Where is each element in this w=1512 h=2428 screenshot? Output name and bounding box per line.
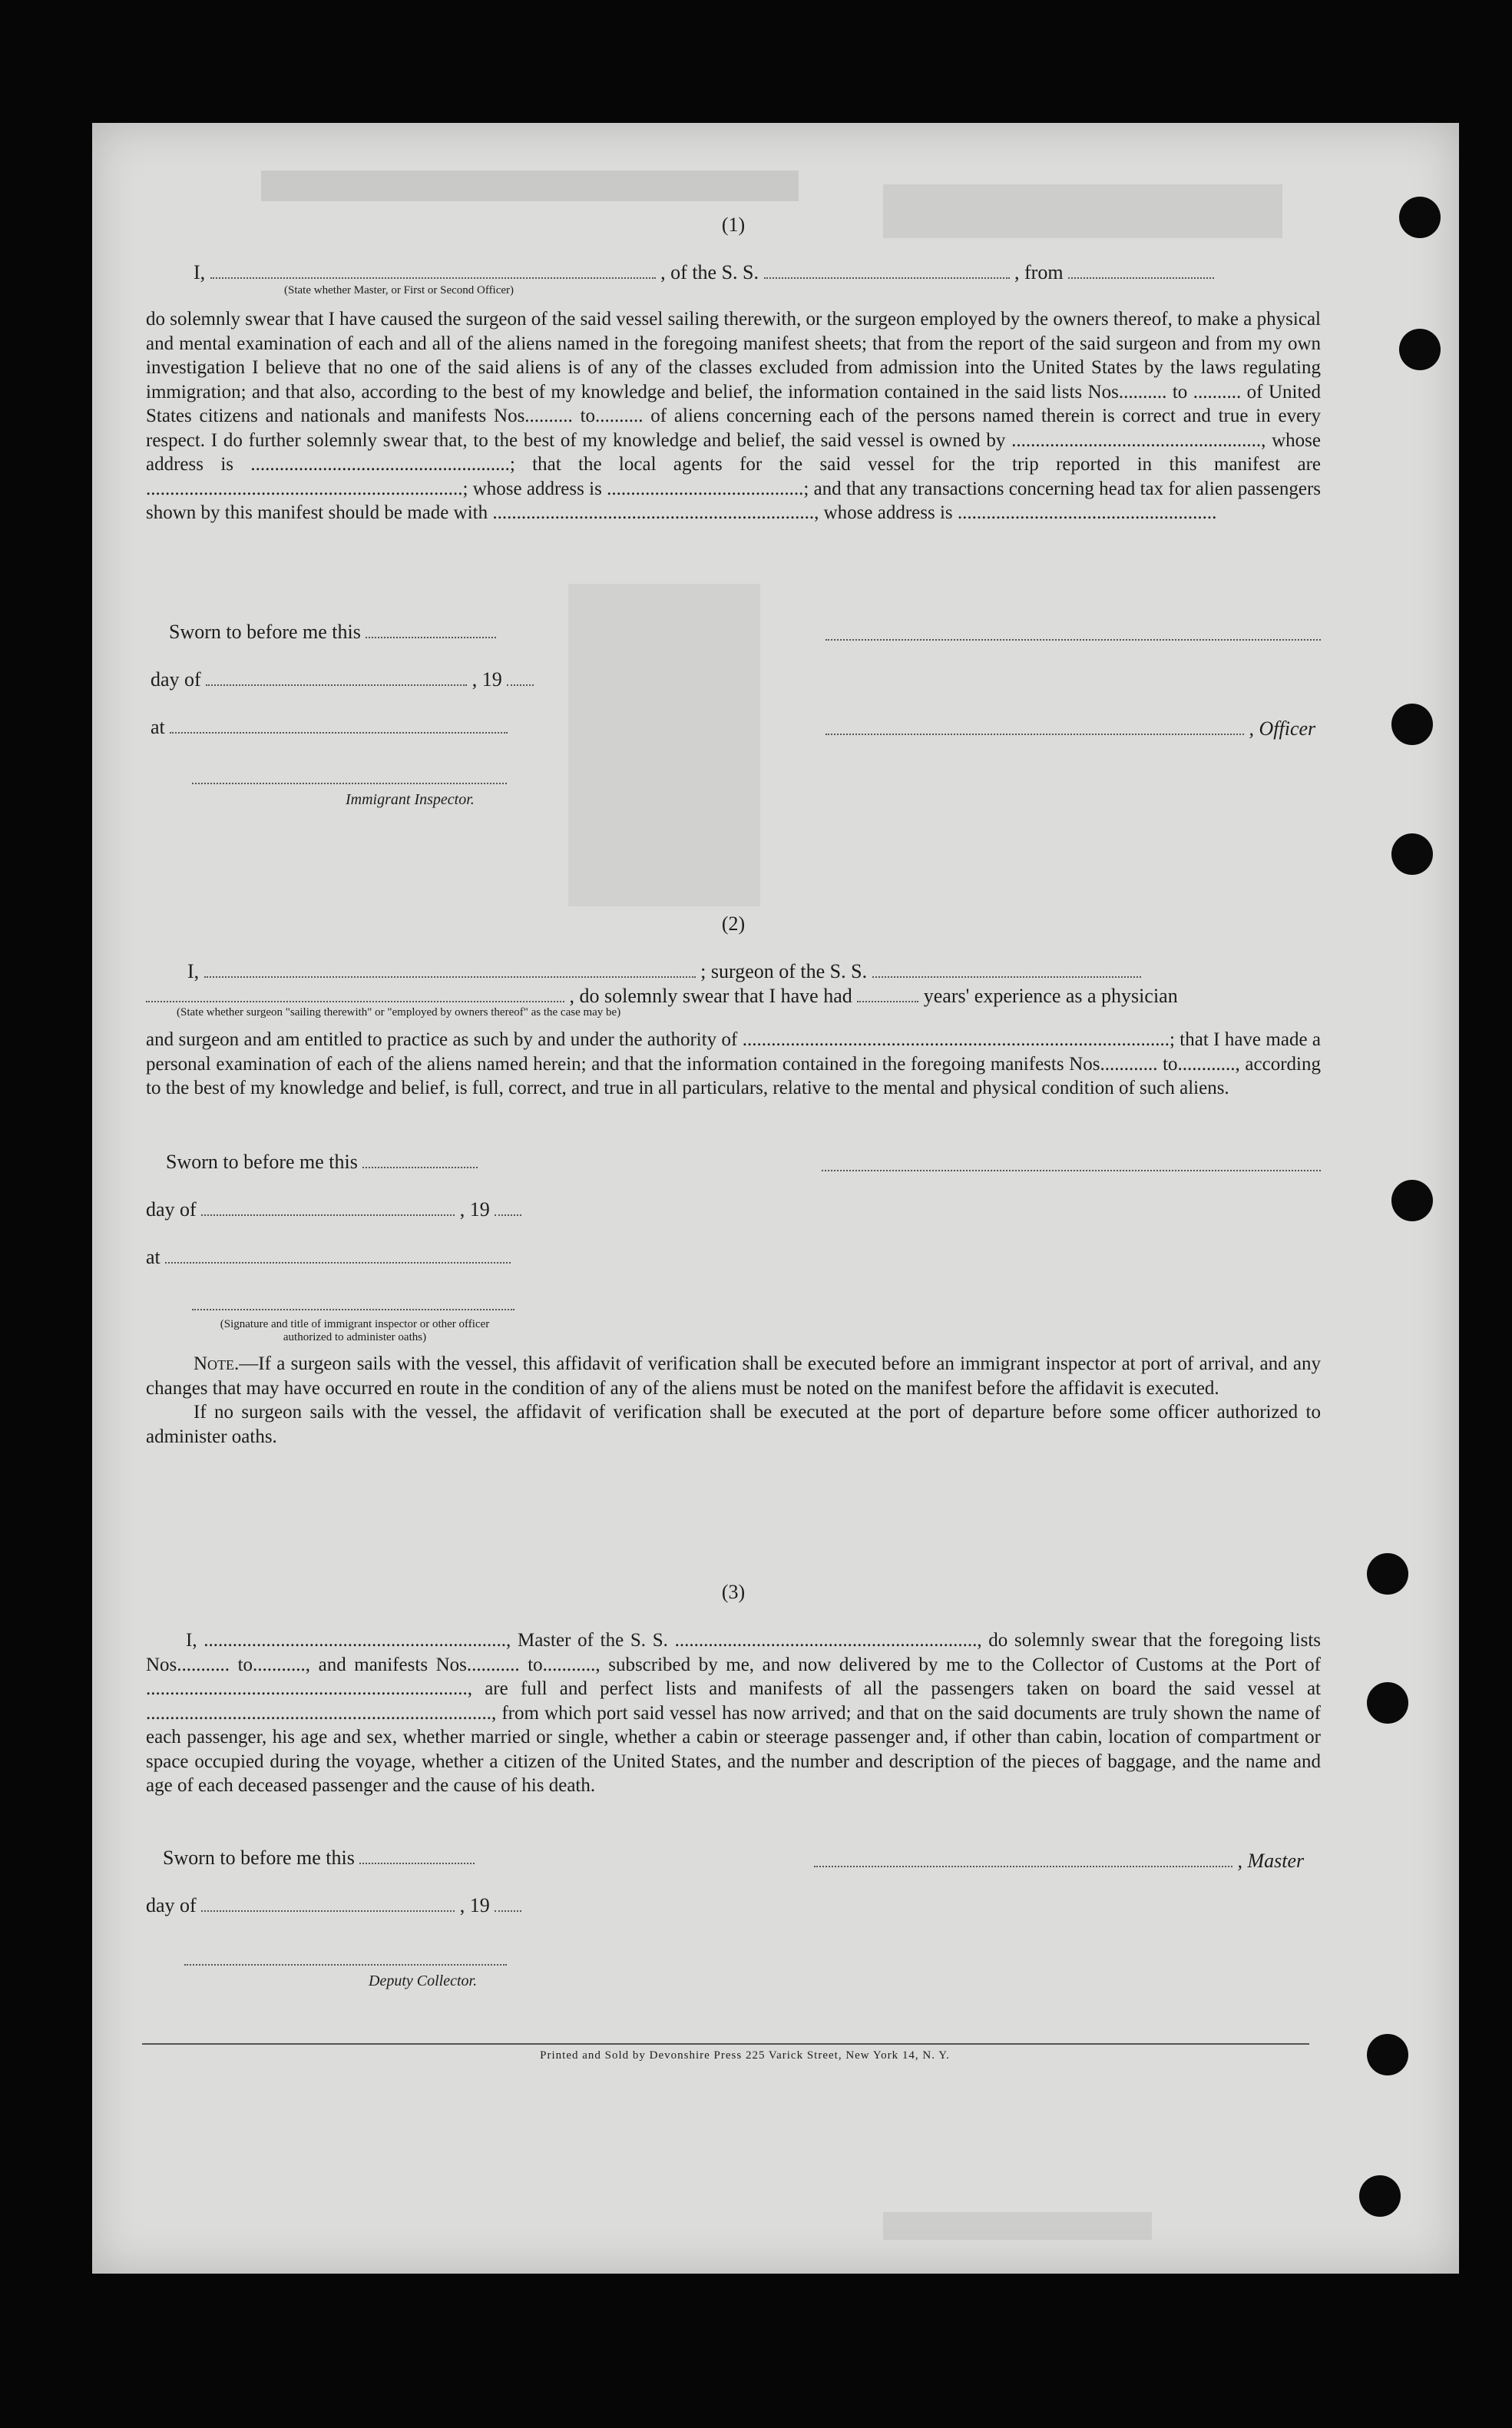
oath-paragraph-1 [146,307,1321,525]
note-text-2: If no surgeon sails with the vessel, the affidavit of verification shall be executed at the port of departure before some officer authorized to administer oaths. [146,1402,1321,1447]
master-label: , Master [1237,1850,1305,1872]
note-text [146,1352,1321,1400]
collector-label: Deputy Collector. [369,1973,478,1989]
oath-text: do solemnly swear that I have caused the surgeon of the said vessel sailing therewith, or the surgeon employed by the owners thereof, to make a physical and mental examination of each and all of the aliens named in the foregoing manifest sheets; that from the report of the said surgeon and from my own investigation I believe that no one of the said aliens is of any of the classes excluded from admission into the United States by the laws regulating immigration; and that also, according to the best of my knowledge and belief, the information contained in the said lists Nos.......... to .......... of United States citizens and nationals and manifests Nos.......... to.......... of aliens concerning each of the persons named therein is correct and true in every respect. I do further solemnly swear that, to the best of my knowledge and belief, the said vessel is owned by ...................................................., whose address is ......................................................; that the local agents for the said vessel for the trip reported in this manifest are ..................................................................; whose address is .........................................; and that any transactions concerning head tax for alien passengers shown by this manifest should be made with ..................................................................., whose address is ...................................................... [146,309,1321,523]
binder-hole [1391,1180,1433,1221]
binder-hole [1359,2175,1401,2217]
departure-port-field[interactable] [1068,277,1214,279]
inspector-signature-line[interactable] [192,1308,514,1310]
day-field[interactable] [201,1910,455,1912]
collector-signature-line[interactable] [184,1963,507,1966]
oath-paragraph-3 [146,1628,1321,1798]
sworn-label: Sworn to before me this [169,621,361,643]
bleed-through-shading [883,2212,1152,2240]
experience-label: , do solemnly swear that I have had [569,985,852,1007]
years-field[interactable] [857,1000,918,1002]
sworn-line [169,621,496,644]
section-number: (3) [721,1581,746,1603]
day-field[interactable] [206,684,467,686]
place-field[interactable] [170,731,508,734]
master-sign-line [814,1850,1304,1873]
day-line [146,1894,521,1917]
oath-text: I, ..............................................................., Master of the S. S. ..............................................................., do solemnly swear that the foregoing lists Nos........... to..........., and manifests Nos........... to..........., subscribed by me, and now delivered by me to the Collector of Customs at the Port of ..................................................................., are full and perfect lists and manifests of all the passengers taken on board the said vessel at ........................................................................, from which port said vessel has now arrived; and that on the said documents are truly shown the name of each passenger, his age and sex, whether married or single, whether a cabin or steerage passenger and, if other than cabin, location of compartment or space occupied during the voyage, whether a citizen of the United States, and the number and description of the pieces of baggage, and the name and age of each deceased passenger and the cause of his death. [146,1630,1321,1796]
bleed-through-shading [261,171,799,201]
note-section [146,1352,1321,1475]
surgeon-type-field[interactable] [146,1000,564,1002]
signature-caption: (Signature and title of immigrant inspector or other officer authorized to administer oaths) [220,1318,490,1343]
officer-oath-line [194,261,1214,284]
at-label: at [146,1246,160,1268]
ship-label: , of the S. S. [660,261,759,283]
section-number: (1) [721,214,746,236]
master-list-affidavit-section [146,1581,1321,2003]
year-label: , 19 [459,1894,490,1916]
year-label: , 19 [459,1198,490,1221]
year-field[interactable] [507,684,534,686]
sworn-label: Sworn to before me this [166,1151,358,1173]
section-number: (2) [721,913,746,935]
binder-hole [1391,833,1433,875]
printer-imprint: Printed and Sold by Devonshire Press 225 Varick Street, New York 14, N. Y. [540,2049,950,2062]
sworn-label: Sworn to before me this [163,1847,355,1869]
master-affidavit-section [146,214,1321,828]
surgeon-ship-label: ; surgeon of the S. S. [700,960,868,982]
experience-line [146,985,1178,1008]
place-line [146,1246,511,1269]
year-field[interactable] [495,1910,521,1912]
oath-prefix: I, [187,960,200,982]
binder-hole [1399,197,1441,238]
master-signature-field[interactable] [814,1865,1232,1867]
officer-caption: (State whether Master, or First or Second Officer) [284,284,514,296]
sworn-line [163,1847,475,1870]
binder-hole [1367,1682,1408,1724]
signature-line[interactable] [825,638,1321,641]
footer-rule [142,2043,1309,2045]
oath-text: and surgeon and am entitled to practice as such by and under the authority of .........................................................................................; that I have made a personal examination of each of the aliens named herein; and that the information contained in the foregoing manifests Nos............ to............, according to the best of my knowledge and belief, is full, correct, and true in all particulars, relative to the mental and physical condition of such aliens. [146,1029,1321,1098]
surgeon-signature-line[interactable] [822,1169,1321,1171]
day-label: day of [146,1894,197,1916]
surgeon-oath-line [187,960,1141,983]
day-label: day of [151,668,201,691]
binder-hole [1367,1553,1408,1595]
surgeon-caption: (State whether surgeon "sailing therewith" or "employed by owners thereof" as the case may be) [177,1006,621,1019]
note-label: Note. [194,1353,240,1374]
surgeon-ship-field[interactable] [872,976,1141,978]
from-label: , from [1014,261,1064,283]
years-label: years' experience as a physician [923,985,1178,1007]
oath-prefix: I, [194,261,206,283]
at-label: at [151,716,165,738]
note-body: —If a surgeon sails with the vessel, this affidavit of verification shall be executed before an immigrant inspector at port of arrival, and any changes that may have occurred en route in the condition of any of the aliens must be noted on the manifest before the affidavit is executed. [146,1353,1321,1399]
oath-paragraph-2 [146,1028,1321,1101]
sworn-date-field[interactable] [359,1862,475,1864]
surgeon-name-field[interactable] [204,976,696,978]
surgeon-affidavit-section [146,913,1321,1358]
day-field[interactable] [201,1214,455,1216]
sworn-line [166,1151,478,1174]
officer-name-field[interactable] [210,277,656,279]
year-field[interactable] [495,1214,521,1216]
year-label: , 19 [471,668,502,691]
officer-sign-line [825,717,1315,740]
binder-hole [1391,704,1433,745]
binder-hole [1399,329,1441,370]
place-field[interactable] [165,1261,511,1264]
day-line [151,668,534,691]
day-label: day of [146,1198,197,1221]
place-line [151,716,508,739]
day-line [146,1198,521,1221]
ship-name-field[interactable] [764,277,1010,279]
inspector-signature-line[interactable] [192,782,507,784]
sworn-date-field[interactable] [366,636,496,638]
officer-signature-field[interactable] [825,733,1244,735]
sworn-date-field[interactable] [362,1166,478,1168]
officer-label: , Officer [1249,717,1316,740]
inspector-label: Immigrant Inspector. [346,791,475,808]
